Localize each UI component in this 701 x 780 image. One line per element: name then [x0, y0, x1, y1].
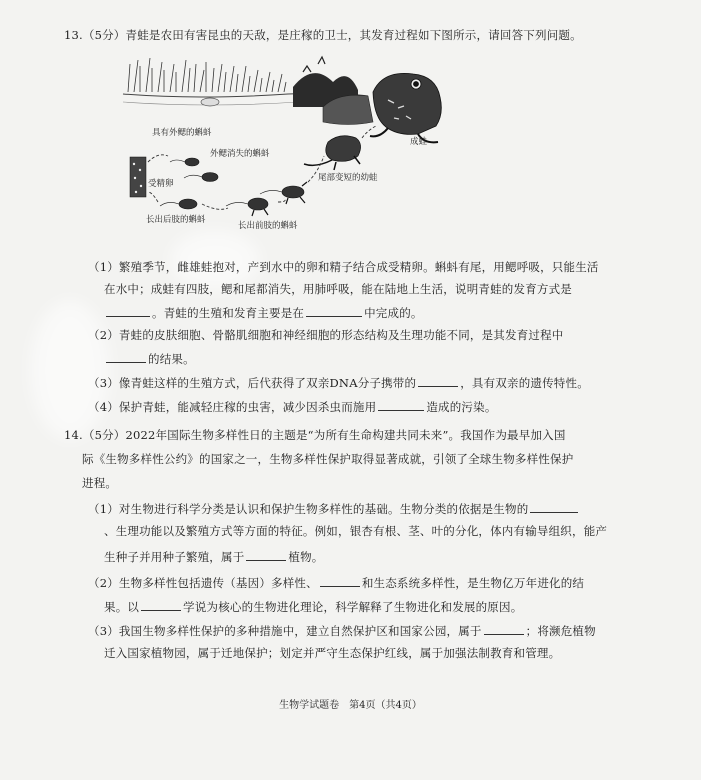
q13-p1-b: 在水中；成蛙有四肢，鳃和尾都消失，用肺呼吸，能在陆地上生活，说明青蛙的发育方式是: [104, 282, 572, 296]
page-footer: 生物学试题卷 第4页（共4页）: [279, 700, 422, 711]
q14-p2-a: [88, 574, 584, 591]
text: （3）我国生物多样性保护的多种措施中，建立自然保护区和国家公园，属于: [88, 624, 482, 638]
q14-p1-c: [104, 548, 324, 565]
label-forelegs: 长出前肢的蝌蚪: [238, 221, 298, 231]
answer-blank[interactable]: [306, 304, 362, 317]
q14-p3-a: [88, 622, 596, 639]
adult-frog: [370, 73, 441, 142]
text: （3）像青蛙这样的生殖方式，后代获得了双亲DNA分子携带的: [88, 376, 417, 390]
answer-blank[interactable]: [246, 548, 286, 561]
q13-p4: [88, 398, 497, 415]
answer-blank[interactable]: [320, 574, 360, 587]
text: 果。以: [104, 600, 140, 614]
q13-p3: [88, 374, 589, 391]
pond-grass: [128, 58, 286, 92]
answer-blank[interactable]: [106, 350, 146, 363]
q14-p3-b: 迁入国家植物园，属于迁地保护；划定并严守生态保护红线，属于加强法制教育和管理。: [104, 646, 561, 660]
label-hindlegs: 长出后肢的蝌蚪: [146, 215, 206, 225]
answer-blank[interactable]: [418, 374, 458, 387]
q14-header-c: 进程。: [82, 476, 118, 490]
text: 中完成的。: [364, 306, 423, 320]
egg-mass: [130, 157, 146, 197]
text: 植物。: [288, 550, 324, 564]
answer-blank[interactable]: [530, 500, 578, 513]
q14-p2-b: [104, 598, 522, 615]
label-gills: 具有外鳃的蝌蚪: [152, 128, 212, 138]
label-adult: 成蛙: [410, 137, 428, 147]
label-young-frog: 尾部变短的幼蛙: [318, 173, 378, 183]
label-external-gills: 外鳃消失的蝌蚪: [210, 149, 270, 159]
text: （4）保护青蛙，能减轻庄稼的虫害，减少因杀虫而施用: [88, 400, 377, 414]
text: （2）生物多样性包括遗传（基因）多样性、: [88, 576, 318, 590]
q13-p2-a: （2）青蛙的皮肤细胞、骨骼肌细胞和神经细胞的形态结构及生理功能不同，是其发育过程中: [88, 328, 564, 342]
answer-blank[interactable]: [106, 304, 150, 317]
q14-p1-a: [88, 500, 580, 517]
q13-header: 13.（5分）青蛙是农田有害昆虫的天敌，是庄稼的卫士，其发育过程如下图所示，请回答下列问题。: [64, 28, 582, 42]
frog-lifecycle-figure: [118, 52, 448, 237]
text: （1）对生物进行科学分类是认识和保护生物多样性的基础。生物分类的依据是生物的: [88, 502, 529, 516]
q13-p1-a: （1）繁殖季节，雌雄蛙抱对，产到水中的卵和精子结合成受精卵。蝌蚪有尾，用鳃呼吸，只能生活: [88, 260, 599, 274]
text: 造成的污染。: [426, 400, 497, 414]
text: ；将濒危植物: [525, 624, 596, 638]
answer-blank[interactable]: [378, 398, 424, 411]
text: 。青蛙的生殖和发育主要是在: [152, 306, 305, 320]
q13-p1-c: [104, 304, 423, 321]
answer-blank[interactable]: [141, 598, 181, 611]
text: 和生态系统多样性，是生物亿万年进化的结: [361, 576, 585, 590]
answer-blank[interactable]: [484, 622, 524, 635]
text: 学说为核心的生物进化理论，科学解释了生物进化和发展的原因。: [183, 600, 523, 614]
q13-p2-b: [104, 350, 195, 367]
q14-header-b: 际《生物多样性公约》的国家之一，生物多样性保护取得显著成就，引领了全球生物多样性保护: [82, 452, 574, 466]
glare: [30, 300, 110, 440]
label-egg: 受精卵: [148, 179, 174, 189]
text: 的结果。: [148, 352, 195, 366]
q14-p1-b: 、生理功能以及繁殖方式等方面的特征。例如，银杏有根、茎、叶的分化，体内有输导组织，能产: [104, 524, 608, 538]
q14-header-a: 14.（5分）2022年国际生物多样性日的主题是“为所有生命构建共同未来”。我国作为最早加入国: [64, 428, 566, 442]
text: ，具有双亲的遗传特性。: [460, 376, 589, 390]
tadpoles: [160, 158, 307, 216]
text: 生种子并用种子繁殖，属于: [104, 550, 245, 564]
young-frog: [304, 136, 361, 170]
